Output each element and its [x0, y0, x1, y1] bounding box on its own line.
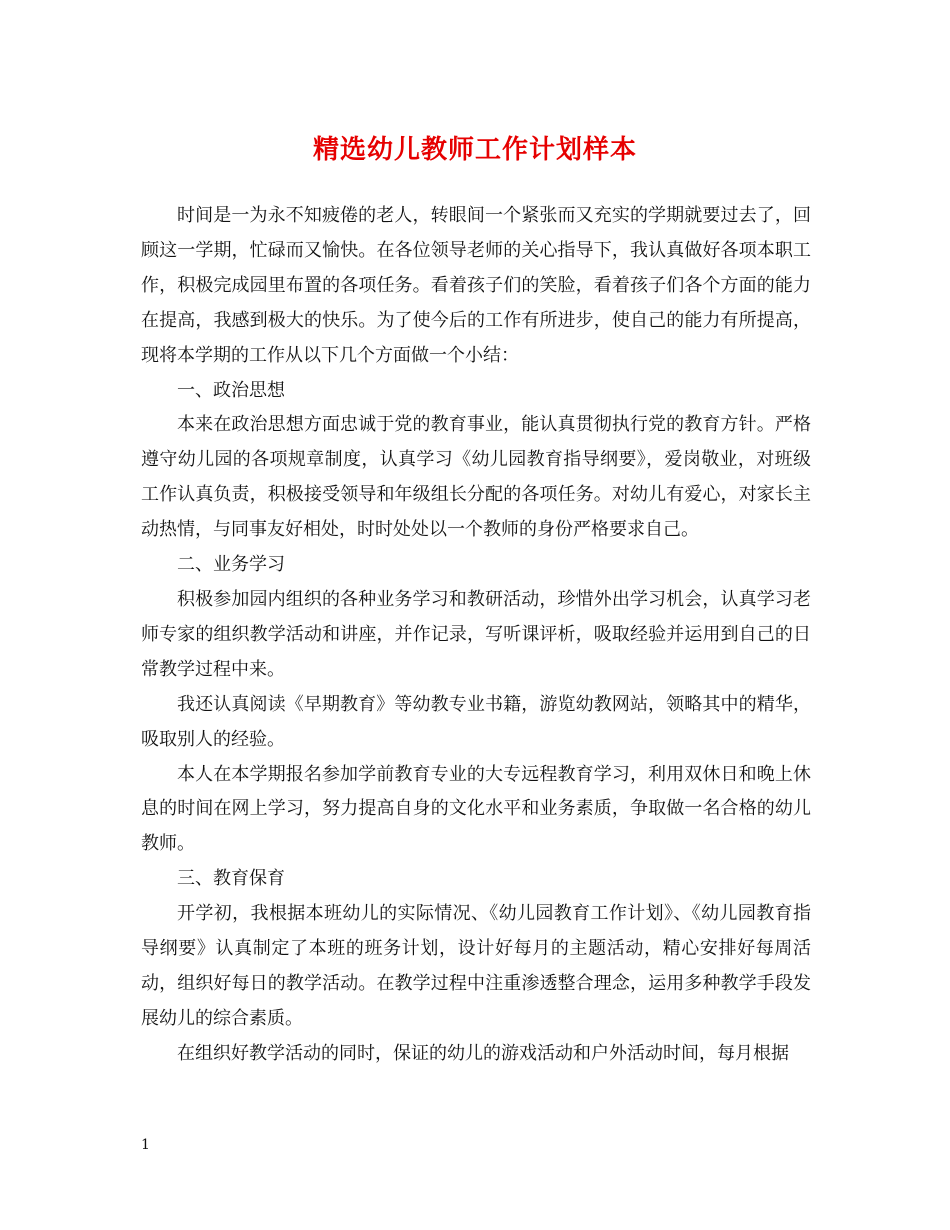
paragraph-study-1: 积极参加园内组织的各种业务学习和教研活动，珍惜外出学习机会，认真学习老师专家的组织教学活动和讲座，并作记录，写听课评析，吸取经验并运用到自己的日常教学过程中来。 [141, 588, 811, 680]
paragraph-intro: 时间是一为永不知疲倦的老人，转眼间一个紧张而又充实的学期就要过去了，回顾这一学期，忙碌而又愉快。在各位领导老师的关心指导下，我认真做好各项本职工作，积极完成园里布置的各项任务。看着孩子们的笑脸，看着孩子们各个方面的能力在提高，我感到极大的快乐。为了使今后的工作有所进步，使自己的能力有所提高，现将本学期的工作从以下几个方面做一个小结： [141, 205, 811, 366]
paragraph-study-2: 我还认真阅读《早期教育》等幼教专业书籍，游览幼教网站，领略其中的精华，吸取别人的经验。 [141, 693, 811, 750]
paragraph-study-3: 本人在本学期报名参加学前教育专业的大专远程教育学习，利用双休日和晚上休息的时间在网上学习，努力提高自身的文化水平和业务素质，争取做一名合格的幼儿教师。 [141, 763, 811, 855]
paragraph-education-2: 在组织好教学活动的同时，保证的幼儿的游戏活动和户外活动时间，每月根据 [177, 1042, 789, 1064]
section-heading-study: 二、业务学习 [177, 554, 285, 576]
paragraph-politics: 本来在政治思想方面忠诚于党的教育事业，能认真贯彻执行党的教育方针。严格遵守幼儿园的各项规章制度，认真学习《幼儿园教育指导纲要》，爱岗敬业，对班级工作认真负责，积极接受领导和年级组长分配的各项任务。对幼儿有爱心，对家长主动热情，与同事友好相处，时时处处以一个教师的身份严格要求自己。 [141, 414, 811, 541]
section-heading-education: 三、教育保育 [177, 868, 285, 890]
document-title: 精选幼儿教师工作计划样本 [312, 135, 637, 165]
page-number: 1 [141, 1137, 150, 1153]
section-heading-politics: 一、政治思想 [177, 379, 285, 401]
document-body [141, 199, 811, 1072]
paragraph-education-1: 开学初，我根据本班幼儿的实际情况、《幼儿园教育工作计划》、《幼儿园教育指导纲要》认真制定了本班的班务计划，设计好每月的主题活动，精心安排好每周活动，组织好每日的教学活动。在教学过程中注重渗透整合理念，运用多种教学手段发展幼儿的综合素质。 [141, 903, 811, 1029]
